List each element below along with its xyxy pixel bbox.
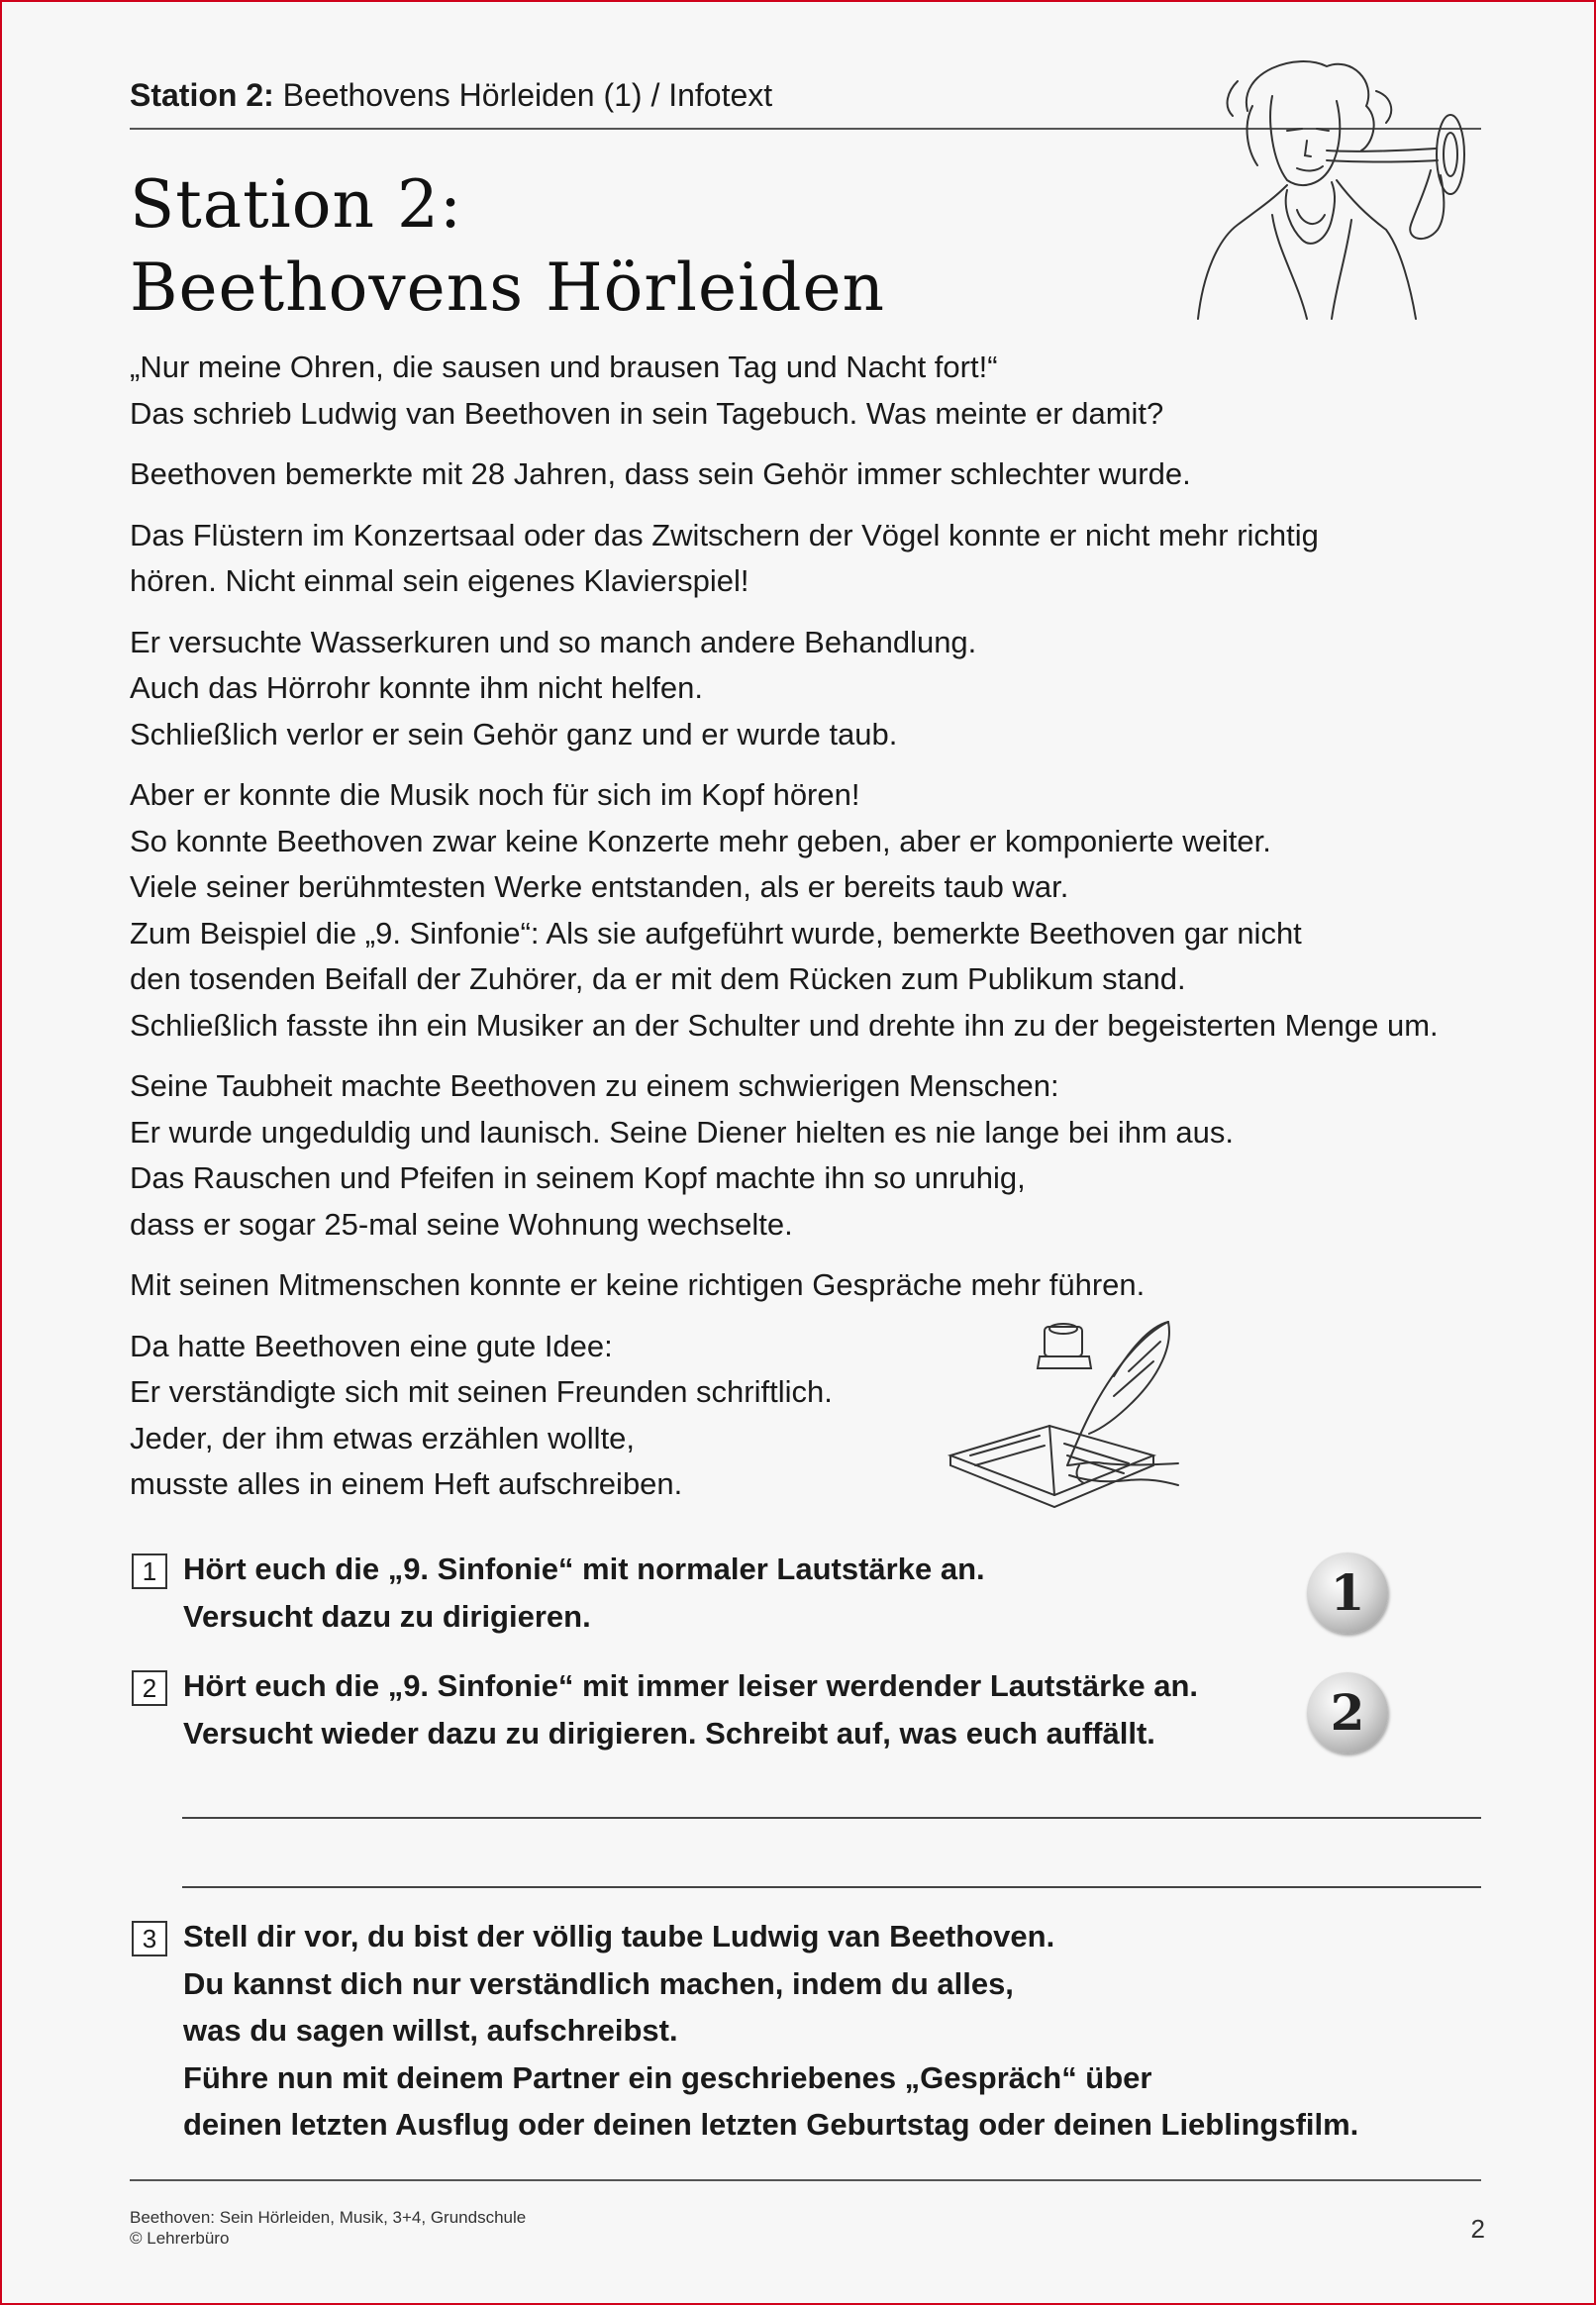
task-line: Hört euch die „9. Sinfonie“ mit normaler Lautstärke an. [183, 1552, 985, 1586]
text-line: hören. Nicht einmal sein eigenes Klavierspiel! [130, 563, 749, 598]
paragraph-treatment [130, 620, 1486, 758]
task-text [183, 1662, 1198, 1756]
header-station-label: Station 2: [130, 77, 274, 113]
paragraph-conversation [130, 1262, 1486, 1309]
text-line: Jeder, der ihm etwas erzählen wollte, [130, 1420, 636, 1455]
answer-line[interactable] [182, 1817, 1481, 1819]
task-line: deinen letzten Ausflug oder deinen letzten Geburtstag oder deinen Lieblingsfilm. [183, 2107, 1359, 2142]
paragraph-idea [130, 1324, 1486, 1508]
task-number-box: 1 [132, 1553, 167, 1589]
title-line-2: Beethovens Hörleiden [130, 250, 886, 326]
running-header [130, 75, 772, 115]
task-line: Führe nun mit deinem Partner ein geschriebenes „Gespräch“ über [183, 2059, 1152, 2095]
quill-and-book-icon [941, 1317, 1188, 1540]
text-line: Er verständigte sich mit seinen Freunden schriftlich. [130, 1374, 833, 1409]
text-line: „Nur meine Ohren, die sausen und brausen Tag und Nacht fort!“ [130, 350, 998, 384]
badge-1-icon: 1 [1307, 1553, 1388, 1634]
text-line: Das Flüstern im Konzertsaal oder das Zwitschern der Vögel konnte er nicht mehr richtig [130, 517, 1319, 552]
title-line-1: Station 2: [130, 166, 463, 243]
text-line: Aber er konnte die Musik noch für sich im Kopf hören! [130, 777, 860, 812]
text-line: Da hatte Beethoven eine gute Idee: [130, 1328, 613, 1363]
footer-divider [130, 2179, 1481, 2181]
footer [130, 2207, 526, 2249]
text-line: Viele seiner berühmtesten Werke entstanden, als er bereits taub war. [130, 869, 1069, 904]
answer-line[interactable] [182, 1886, 1481, 1888]
text-line: musste alles in einem Heft aufschreiben. [130, 1466, 683, 1501]
task-line: Du kannst dich nur verständlich machen, indem du alles, [183, 1965, 1014, 2001]
task-line: was du sagen willst, aufschreibst. [183, 2013, 678, 2048]
paragraph-hearing [130, 513, 1486, 605]
header-title: Beethovens Hörleiden (1) / Infotext [282, 77, 773, 113]
task-number-box: 2 [132, 1670, 167, 1706]
page-number: 2 [1470, 2214, 1485, 2244]
task-number-box: 3 [132, 1921, 167, 1956]
task-line: Versucht wieder dazu zu dirigieren. Schreibt auf, was euch auffällt. [183, 1715, 1155, 1751]
text-line: den tosenden Beifall der Zuhörer, da er mit dem Rücken zum Publikum stand. [130, 961, 1186, 996]
footer-source: Beethoven: Sein Hörleiden, Musik, 3+4, Grundschule [130, 2208, 527, 2227]
task-text [183, 1546, 985, 1640]
badge-2-icon: 2 [1307, 1672, 1388, 1754]
paragraph-age [130, 451, 1486, 498]
page-title [130, 163, 885, 330]
paragraph-character [130, 1063, 1486, 1248]
paragraph-quote [130, 345, 1486, 437]
text-line: Er wurde ungeduldig und launisch. Seine Diener hielten es nie lange bei ihm aus. [130, 1114, 1235, 1150]
text-line: Er versuchte Wasserkuren und so manch andere Behandlung. [130, 624, 977, 659]
text-line: Schließlich fasste ihn ein Musiker an der Schulter und drehte ihn zu der begeisterten Menge um. [130, 1007, 1439, 1043]
text-line: Schließlich verlor er sein Gehör ganz und er wurde taub. [130, 716, 898, 752]
beethoven-portrait-icon [1178, 51, 1485, 324]
text-line: dass er sogar 25-mal seine Wohnung wechselte. [130, 1206, 793, 1242]
task-line: Stell dir vor, du bist der völlig taube Ludwig van Beethoven. [183, 1919, 1055, 1954]
text-line: Mit seinen Mitmenschen konnte er keine richtigen Gespräche mehr führen. [130, 1267, 1146, 1302]
task-line: Hört euch die „9. Sinfonie“ mit immer leiser werdender Lautstärke an. [183, 1668, 1199, 1703]
text-line: Beethoven bemerkte mit 28 Jahren, dass sein Gehör immer schlechter wurde. [130, 456, 1191, 491]
text-line: Seine Taubheit machte Beethoven zu einem schwierigen Menschen: [130, 1068, 1059, 1103]
task-line: Versucht dazu zu dirigieren. [183, 1598, 591, 1634]
text-line: Das schrieb Ludwig van Beethoven in sein Tagebuch. Was meinte er damit? [130, 395, 1164, 431]
text-line: Zum Beispiel die „9. Sinfonie“: Als sie aufgeführt wurde, bemerkte Beethoven gar nicht [130, 915, 1302, 951]
text-line: So konnte Beethoven zwar keine Konzerte mehr geben, aber er komponierte weiter. [130, 823, 1271, 858]
info-text [130, 345, 1486, 1523]
task-text [183, 1913, 1358, 2149]
paragraph-composing [130, 772, 1486, 1049]
text-line: Das Rauschen und Pfeifen in seinem Kopf machte ihn so unruhig, [130, 1160, 1026, 1195]
footer-copyright: © Lehrerbüro [130, 2229, 230, 2248]
text-line: Auch das Hörrohr konnte ihm nicht helfen. [130, 670, 703, 705]
